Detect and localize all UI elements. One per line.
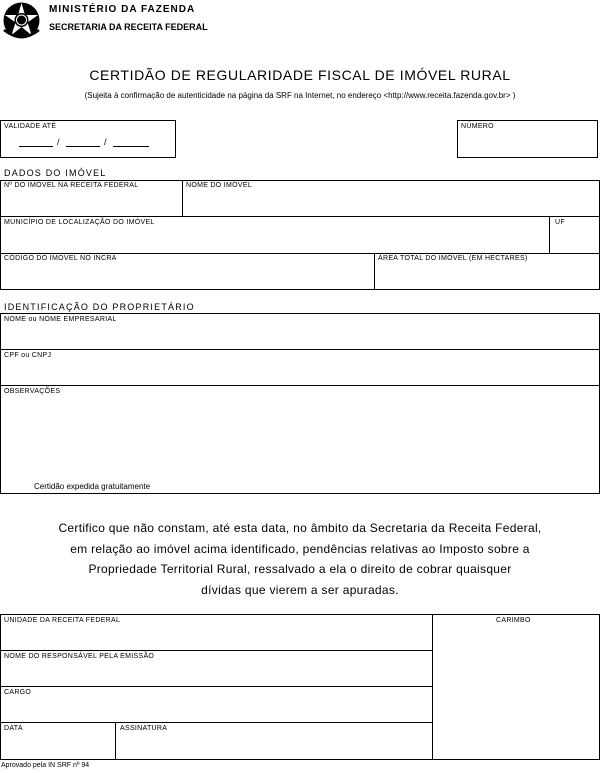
owner-section-title: IDENTIFICAÇÃO DO PROPRIETÁRIO xyxy=(4,302,195,312)
validity-year-field[interactable] xyxy=(113,146,149,147)
ministry-name: MINISTÉRIO DA FAZENDA xyxy=(49,4,196,15)
divider xyxy=(115,722,116,760)
municipality-field-label: MUNICÍPIO DE LOCALIZAÇÃO DO IMÓVEL xyxy=(4,219,155,226)
secretariat-name: SECRETARIA DA RECEITA FEDERAL xyxy=(49,22,208,32)
role-field-label: CARGO xyxy=(4,689,32,696)
nirf-field-label: Nº DO IMÓVEL NA RECEITA FEDERAL xyxy=(4,182,139,189)
validity-month-field[interactable] xyxy=(66,146,100,147)
divider xyxy=(0,650,432,651)
signature-field-label: ASSINATURA xyxy=(120,725,168,732)
date-field-label: DATA xyxy=(4,725,23,732)
certification-statement xyxy=(0,518,600,600)
property-name-field-label: NOME DO IMÓVEL xyxy=(186,182,253,189)
certification-line: dívidas que vierem a ser apuradas. xyxy=(201,582,399,597)
divider xyxy=(182,180,183,216)
observations-field-label: OBSERVAÇÕES xyxy=(4,388,61,395)
issuance-box xyxy=(0,614,600,760)
owner-data-box xyxy=(0,313,600,494)
date-separator: / xyxy=(57,137,60,147)
uf-field-label: UF xyxy=(555,219,565,226)
rf-unit-field-label: UNIDADE DA RECEITA FEDERAL xyxy=(4,617,121,624)
responsible-name-field-label: NOME DO RESPONSÁVEL PELA EMISSÃO xyxy=(4,653,155,660)
validity-label: VALIDADE ATÉ xyxy=(4,123,57,130)
certificate-number-label: NÚMERO xyxy=(461,123,494,130)
property-data-box xyxy=(0,180,600,290)
divider xyxy=(0,216,600,217)
divider xyxy=(549,216,550,253)
divider xyxy=(432,614,433,760)
total-area-field-label: ÁREA TOTAL DO IMÓVEL (EM HECTARES) xyxy=(378,255,528,262)
divider xyxy=(0,349,600,350)
date-separator: / xyxy=(104,137,107,147)
property-section-title: DADOS DO IMÓVEL xyxy=(4,168,107,178)
free-issue-note: Certidão expedida gratuitamente xyxy=(34,482,151,491)
divider xyxy=(374,253,375,290)
validity-day-field[interactable] xyxy=(19,146,53,147)
incra-code-field-label: CÓDIGO DO IMÓVEL NO INCRA xyxy=(4,255,117,262)
divider xyxy=(0,253,600,254)
stamp-field-label: CARIMBO xyxy=(496,617,531,624)
page-title: CERTIDÃO DE REGULARIDADE FISCAL DE IMÓVEL RURAL xyxy=(89,67,511,83)
approval-footer: Aprovado pela IN SRF nº 94 xyxy=(1,762,90,769)
owner-name-field-label: NOME ou NOME EMPRESARIAL xyxy=(4,316,117,323)
certification-line: Certifico que não constam, até esta data, no âmbito da Secretaria da Receita Federal, xyxy=(58,521,542,535)
divider xyxy=(0,385,600,386)
cpf-cnpj-field-label: CPF ou CNPJ xyxy=(4,352,52,359)
certification-line: em relação ao imóvel acima identificado, pendências relativas ao Imposto sobre a xyxy=(70,541,530,556)
page-subtitle: (Sujeita à confirmação de autenticidade na página da SRF na Internet, no endereço <http://www.receita.fazenda.gov.br> ) xyxy=(84,91,516,100)
divider xyxy=(0,722,432,723)
divider xyxy=(0,686,432,687)
coat-of-arms-icon xyxy=(0,0,43,41)
certification-line: Propriedade Territorial Rural, ressalvado a ela o direito de cobrar quaisquer xyxy=(88,562,512,576)
